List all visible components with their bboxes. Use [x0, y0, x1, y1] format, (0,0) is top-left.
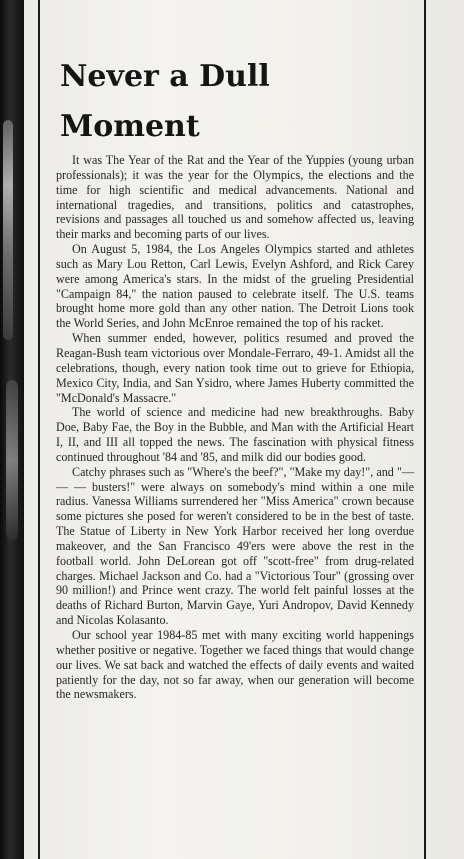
left-border-rule — [38, 0, 40, 859]
paragraph-intro: It was The Year of the Rat and the Year of the Yuppies (young urban professionals); it was the year for the Olympics, the elections and the time for high scientific and medical advancements. National and international tragedies, and transitions, politics and catastrophes, revisions and passages all touched us and somehow affected us, leaving their marks and becoming parts of our lives. — [56, 153, 414, 242]
right-border-rule — [424, 0, 426, 859]
paragraph-pop-culture: Catchy phrases such as "Where's the beef?", "Make my day!", and "— — — busters!" were always on somebody's mind within a one mile radius. Vanessa Williams surrendered her "Miss America" crown because some pictures she posed for weren't considered to be in the best of taste. The Statue of Liberty in New York Harbor received her long overdue makeover, and the San Francisco 49'ers were above the rest in the football world. John DeLorean got off "scott-free" from drug-related charges. Michael Jackson and Co. had a "Victorious Tour" (grossing over 90 million!) and Prince went crazy. The world felt painful losses at the deaths of Richard Burton, Marvin Gaye, Yuri Andropov, David Kennedy and Nicolas Kolasanto. — [56, 464, 414, 628]
yearbook-page — [24, 0, 464, 859]
background-photo-edge — [0, 0, 24, 859]
article-title-line-1: Never a Dull — [60, 59, 270, 94]
paragraph-politics: When summer ended, however, politics resumed and proved the Reagan-Bush team victorious over Mondale-Ferraro, 49-1. Amidst all the celebrations, though, every nation took time out to grieve for Ethiopia, Mexico City, India, and San Ysidro, where James Huberty committed the "McDonald's Massacre." — [56, 331, 414, 405]
article-body — [56, 153, 414, 702]
article-title — [60, 52, 400, 152]
paragraph-olympics: On August 5, 1984, the Los Angeles Olympics started and athletes such as Mary Lou Retton, Carl Lewis, Evelyn Ashford, and Rick Carey were among America's stars. In the midst of the grueling Presidential "Campaign 84," the nation paused to celebrate itself. The U.S. teams brought home more gold than any other nation. The Detroit Lions took the World Series, and John McEnroe remained the top of his racket. — [56, 242, 414, 331]
paragraph-science: The world of science and medicine had new breakthroughs. Baby Doe, Baby Fae, the Boy in the Bubble, and Man with the Artificial Heart I, II, and III all topped the news. The fascination with physical fitness continued throughout '84 and '85, and milk did our bodies good. — [56, 405, 414, 464]
paragraph-school-year: Our school year 1984-85 met with many exciting world happenings whether positive or negative. Together we faced things that would change our lives. We sat back and watched the effects of daily events and waited patiently for the day, not so far away, when our generation will become the newsmakers. — [56, 628, 414, 702]
article-title-line-2: Moment — [60, 109, 200, 144]
